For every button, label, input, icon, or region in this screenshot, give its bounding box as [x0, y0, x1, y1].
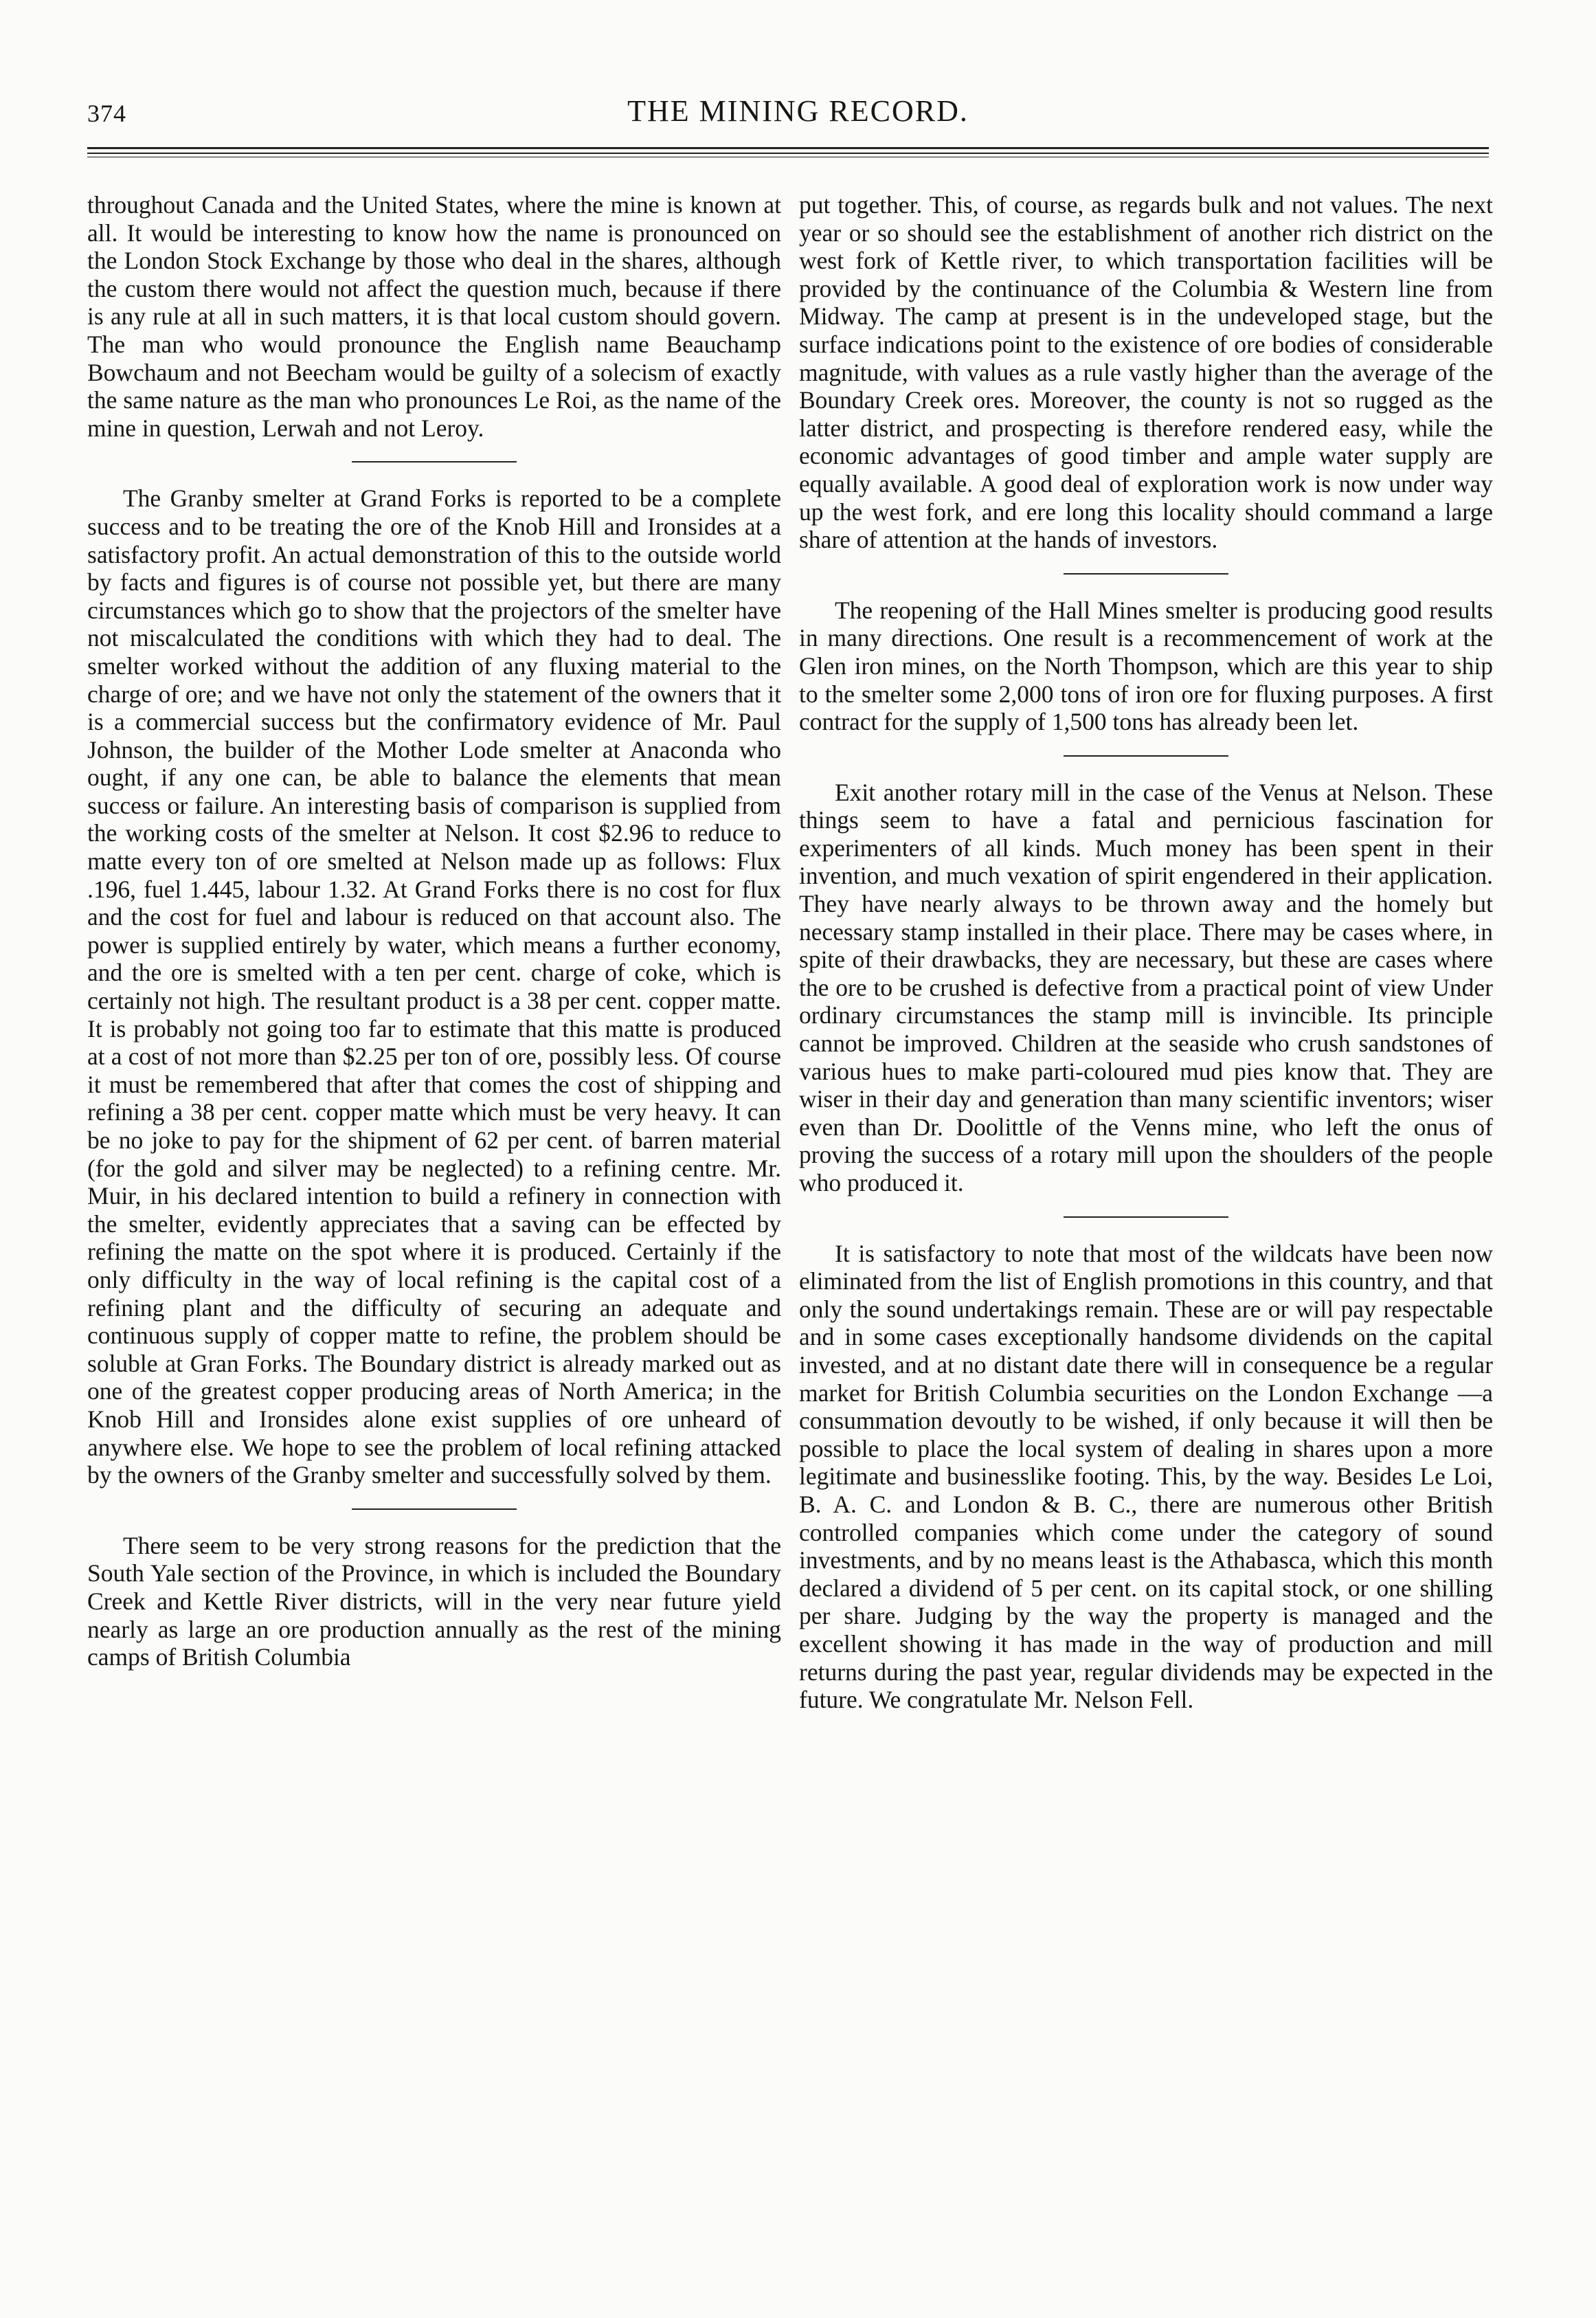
paragraph-wildcats: It is satisfactory to note that most of the wildcats have been now eliminated from the list of English promotions in this country, and that only the sound undertakings remain. These are or will pay respectable and in some cases exceptionally handsome dividends on the capital invested, and at no distant date there will in consequence be a regular market for British Columbia securities on the London Exchange —a consummation devoutly to be wished, if only because it will then be possible to place the local system of dealing in shares upon a more legitimate and businesslike footing. This, by the way. Besides Le Loi, B. A. C. and London & B. C., there are numerous other British controlled companies which come under the category of sound investments, and by no means least is the Athabasca, which this month declared a dividend of 5 per cent. on its capital stock, or one shilling per share. Judging by the way the property is managed and the excellent showing it has made in the way of production and mill returns during the past year, regular dividends may be expected in the future. We congratulate Mr. Nelson Fell.: [799, 1239, 1493, 1714]
header-rule: [87, 153, 1489, 154]
section-divider: [1064, 1216, 1228, 1218]
left-column: [87, 191, 781, 2253]
paragraph-south-yale: There seem to be very strong reasons for the prediction that the South Yale section of the Province, in which is included the Boundary Creek and Kettle River districts, will in the very near future yield nearly as large an ore production annually as the rest of the mining camps of British Columbia: [87, 1531, 781, 1671]
page-number: 374: [87, 100, 126, 127]
paragraph-hall-mines: The reopening of the Hall Mines smelter is producing good results in many directions. One result is a recommencement of work at the Glen iron mines, on the North Thompson, which are this year to ship to the smelter some 2,000 tons of iron ore for fluxing purposes. A first contract for the supply of 1,500 tons has already been let.: [799, 596, 1493, 736]
section-divider: [352, 1508, 517, 1510]
section-divider: [352, 461, 517, 463]
paragraph-granby-smelter: The Granby smelter at Grand Forks is reported to be a complete success and to be treating the ore of the Knob Hill and Ironsides at a satisfactory profit. An actual demonstration of this to the outside world by facts and figures is of course not possible yet, but there are many circumstances which go to show that the projectors of the smelter have not miscalculated the conditions with which they had to deal. The smelter worked without the addition of any fluxing material to the charge of ore; and we have not only the statement of the owners that it is a commercial success but the confirmatory evidence of Mr. Paul Johnson, the builder of the Mother Lode smelter at Anaconda who ought, if any one can, be able to balance the elements that mean success or failure. An interesting basis of comparison is supplied from the working costs of the smelter at Nelson. It cost $2.96 to reduce to matte every ton of ore smelted at Nelson made up as follows: Flux .196, fuel 1.445, labour 1.32. At Grand Forks there is no cost for flux and the cost for fuel and labour is reduced on that account also. The power is supplied entirely by water, which means a further economy, and the ore is smelted with a ten per cent. charge of coke, which is certainly not high. The resultant product is a 38 per cent. copper matte. It is probably not going too far to estimate that this matte is produced at a cost of not more than $2.25 per ton of ore, possibly less. Of course it must be remembered that after that comes the cost of shipping and refining a 38 per cent. copper matte which must be very heavy. It can be no joke to pay for the shipment of 62 per cent. of barren material (for the gold and silver may be neglected) to a refining centre. Mr. Muir, in his declared intention to build a refinery in connection with the smelter, evidently appreciates that a saving can be effected by refining the matte on the spot where it is produced. Certainly if the only difficulty in the way of local refining is the capital cost of a refining plant and the difficulty of securing an adequate and continuous supply of copper matte to refine, the problem should be soluble at Gran Forks. The Boundary district is already marked out as one of the greatest copper producing areas of North America; in the Knob Hill and Ironsides alone exist supplies of ore unheard of anywhere else. We hope to see the problem of local refining attacked by the owners of the Granby smelter and successfully solved by them.: [87, 484, 781, 1489]
header-rule: [87, 147, 1489, 149]
right-column: [799, 191, 1493, 2253]
paragraph-rotary-mill: Exit another rotary mill in the case of the Venus at Nelson. These things seem to have a fatal and pernicious fascination for experimenters of all kinds. Much money has been spent in their invention, and much vexation of spirit engendered in their application. They have nearly always to be thrown away and the homely but necessary stamp installed in their place. There may be cases where, in spite of their drawbacks, they are necessary, but these are cases where the ore to be crushed is defective from a practical point of view Under ordinary circumstances the stamp mill is invincible. Its principle cannot be improved. Children at the seaside who crush sandstones of various hues to make parti-coloured mud pies know that. They are wiser in their day and generation than many scientific inventors; wiser even than Dr. Doolittle of the Venns mine, who left the onus of proving the success of a rotary mill upon the shoulders of the people who produced it.: [799, 778, 1493, 1196]
paragraph-west-fork: put together. This, of course, as regards bulk and not values. The next year or so should see the establishment of another rich district on the west fork of Kettle river, to which transportation facilities will be provided by the continuance of the Columbia & Western line from Midway. The camp at present is in the undeveloped stage, but the surface indications point to the existence of ore bodies of considerable magnitude, with values as a rule vastly higher than the average of the Boundary Creek ores. Moreover, the county is not so rugged as the latter district, and prospecting is therefore rendered easy, while the economic advantages of good timber and ample water supply are equally available. A good deal of exploration work is now under way up the west fork, and ere long this locality should command a large share of attention at the hands of investors.: [799, 191, 1493, 554]
section-divider: [1064, 755, 1228, 757]
paragraph-le-roi-pronunciation: throughout Canada and the United States, where the mine is known at all. It would be interesting to know how the name is pronounced on the London Stock Exchange by those who deal in the shares, although the custom there would not affect the question much, because if there is any rule at all in such matters, it is that local custom should govern. The man who would pronounce the English name Beauchamp Bowchaum and not Beecham would be guilty of a solecism of exactly the same nature as the man who pronounces Le Roi, as the name of the mine in question, Lerwah and not Leroy.: [87, 191, 781, 442]
running-title: THE MINING RECORD.: [627, 94, 969, 128]
section-divider: [1064, 573, 1228, 575]
